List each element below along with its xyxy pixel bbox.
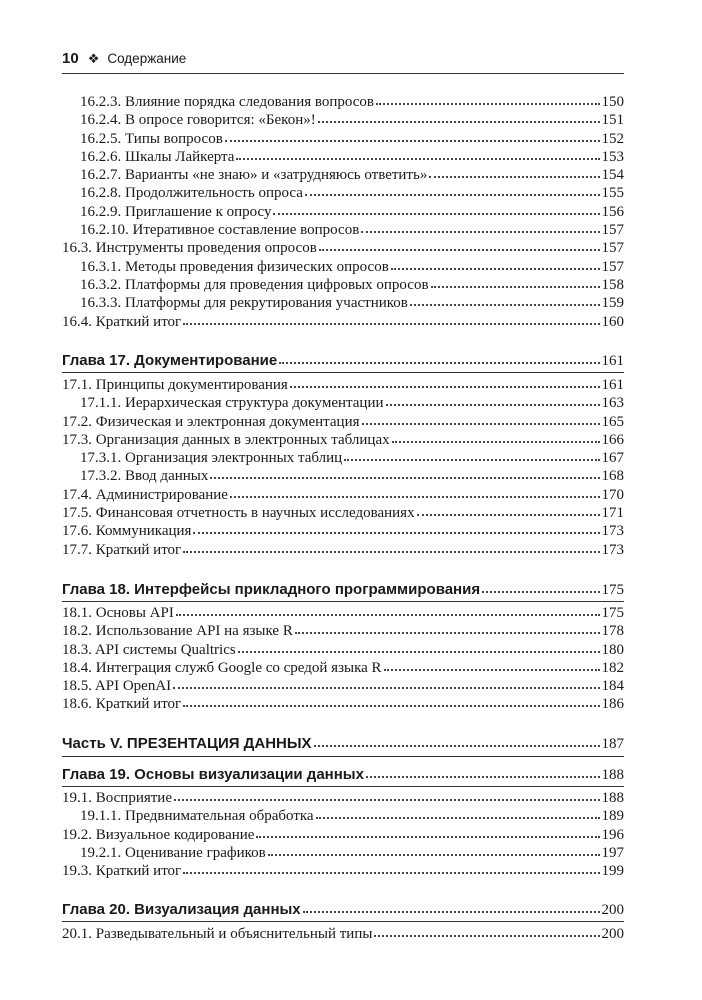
toc-entry[interactable]: 17.3.1. Организация электронных таблиц 167 <box>80 450 624 467</box>
toc-entry[interactable]: 18.6. Краткий итог 186 <box>62 696 624 713</box>
toc-entry[interactable]: 20.1. Разведывательный и объяснительный типы 200 <box>62 926 624 942</box>
header-rule <box>62 73 624 74</box>
toc-entry[interactable]: 16.4. Краткий итог 160 <box>62 313 624 330</box>
toc-entry[interactable]: 16.3.3. Платформы для рекрутирования участников 159 <box>80 295 624 312</box>
part-heading[interactable]: Часть V. ПРЕЗЕНТАЦИЯ ДАННЫХ 187 <box>62 735 624 752</box>
toc-entry[interactable]: 19.2. Визуальное кодирование 196 <box>62 826 624 843</box>
toc-block-ch17 <box>62 351 624 371</box>
chapter-rule <box>62 786 624 787</box>
toc-entry[interactable]: 18.3. API системы Qualtrics 180 <box>62 641 624 658</box>
running-title: Содержание <box>107 51 187 66</box>
toc-entry[interactable]: 17.1.1. Иерархическая структура документации 163 <box>80 395 624 412</box>
toc-entry[interactable]: 16.2.8. Продолжительность опроса 155 <box>80 185 624 202</box>
part-rule <box>62 756 624 757</box>
toc-entry[interactable]: 19.1. Восприятие 188 <box>62 790 624 806</box>
toc-entry[interactable]: 18.4. Интеграция служб Google со средой языка R 182 <box>62 659 624 676</box>
chapter-rule <box>62 921 624 922</box>
toc-entry[interactable]: 16.2.3. Влияние порядка следования вопросов 150 <box>80 94 624 110</box>
toc-entry[interactable]: 17.2. Физическая и электронная документация 165 <box>62 413 624 430</box>
toc-block-ch20 <box>62 900 624 920</box>
running-header <box>62 50 624 67</box>
toc-entry[interactable]: 16.2.5. Типы вопросов 152 <box>80 130 624 147</box>
toc-entry[interactable]: 19.1.1. Предвнимательная обработка 189 <box>80 808 624 825</box>
toc-entry[interactable]: 16.3.2. Платформы для проведения цифровых опросов 158 <box>80 276 624 293</box>
toc-entry[interactable]: 17.4. Администрирование 170 <box>62 486 624 503</box>
toc-entries-ch17 <box>62 376 624 559</box>
chapter-rule <box>62 601 624 602</box>
toc-entry[interactable]: 18.5. API OpenAI 184 <box>62 678 624 695</box>
toc-entry[interactable]: 16.2.4. В опросе говорится: «Бекон»! 151 <box>80 112 624 129</box>
toc-entry[interactable]: 16.3. Инструменты проведения опросов 157 <box>62 240 624 257</box>
chapter-heading[interactable]: Глава 20. Визуализация данных 200 <box>62 901 624 918</box>
toc-entry[interactable]: 19.2.1. Оценивание графиков 197 <box>80 844 624 861</box>
toc-entry[interactable]: 17.3.2. Ввод данных 168 <box>80 468 624 485</box>
toc-entry[interactable]: 18.1. Основы API 175 <box>62 605 624 621</box>
page-number: 10 <box>62 50 79 67</box>
toc-entry[interactable]: 17.6. Коммуникация 173 <box>62 523 624 540</box>
toc-entry[interactable]: 18.2. Использование API на языке R 178 <box>62 623 624 640</box>
toc-entries-ch19 <box>62 789 624 880</box>
toc-block-ch16 <box>62 93 624 331</box>
toc-entry[interactable]: 17.5. Финансовая отчетность в научных исследованиях 171 <box>62 505 624 522</box>
toc-entries-ch18 <box>62 604 624 714</box>
chapter-heading[interactable]: Глава 18. Интерфейсы прикладного программирования 175 <box>62 581 624 598</box>
chapter-rule <box>62 372 624 373</box>
diamond-ornament-icon: ❖ <box>87 50 100 66</box>
chapter-heading[interactable]: Глава 19. Основы визуализации данных 188 <box>62 766 624 783</box>
toc-entries-ch20 <box>62 925 624 943</box>
toc-block-ch19 <box>62 765 624 785</box>
toc-entry[interactable]: 16.2.7. Варианты «не знаю» и «затрудняюсь ответить» 154 <box>80 167 624 184</box>
toc-entry[interactable]: 17.3. Организация данных в электронных таблицах 166 <box>62 431 624 448</box>
toc-entry[interactable]: 17.7. Краткий итог 173 <box>62 541 624 558</box>
chapter-heading[interactable]: Глава 17. Документирование 161 <box>62 352 624 369</box>
toc-entry[interactable]: 16.3.1. Методы проведения физических опросов 157 <box>80 258 624 275</box>
toc-entry[interactable]: 16.2.10. Итеративное составление вопросов 157 <box>80 222 624 239</box>
toc-block-part5 <box>62 734 624 754</box>
toc-entry[interactable]: 16.2.9. Приглашение к опросу 156 <box>80 203 624 220</box>
toc-entry[interactable]: 19.3. Краткий итог 199 <box>62 863 624 880</box>
toc-entry[interactable]: 17.1. Принципы документирования 161 <box>62 377 624 393</box>
toc-entry[interactable]: 16.2.6. Шкалы Лайкерта 153 <box>80 148 624 165</box>
toc-block-ch18 <box>62 580 624 600</box>
